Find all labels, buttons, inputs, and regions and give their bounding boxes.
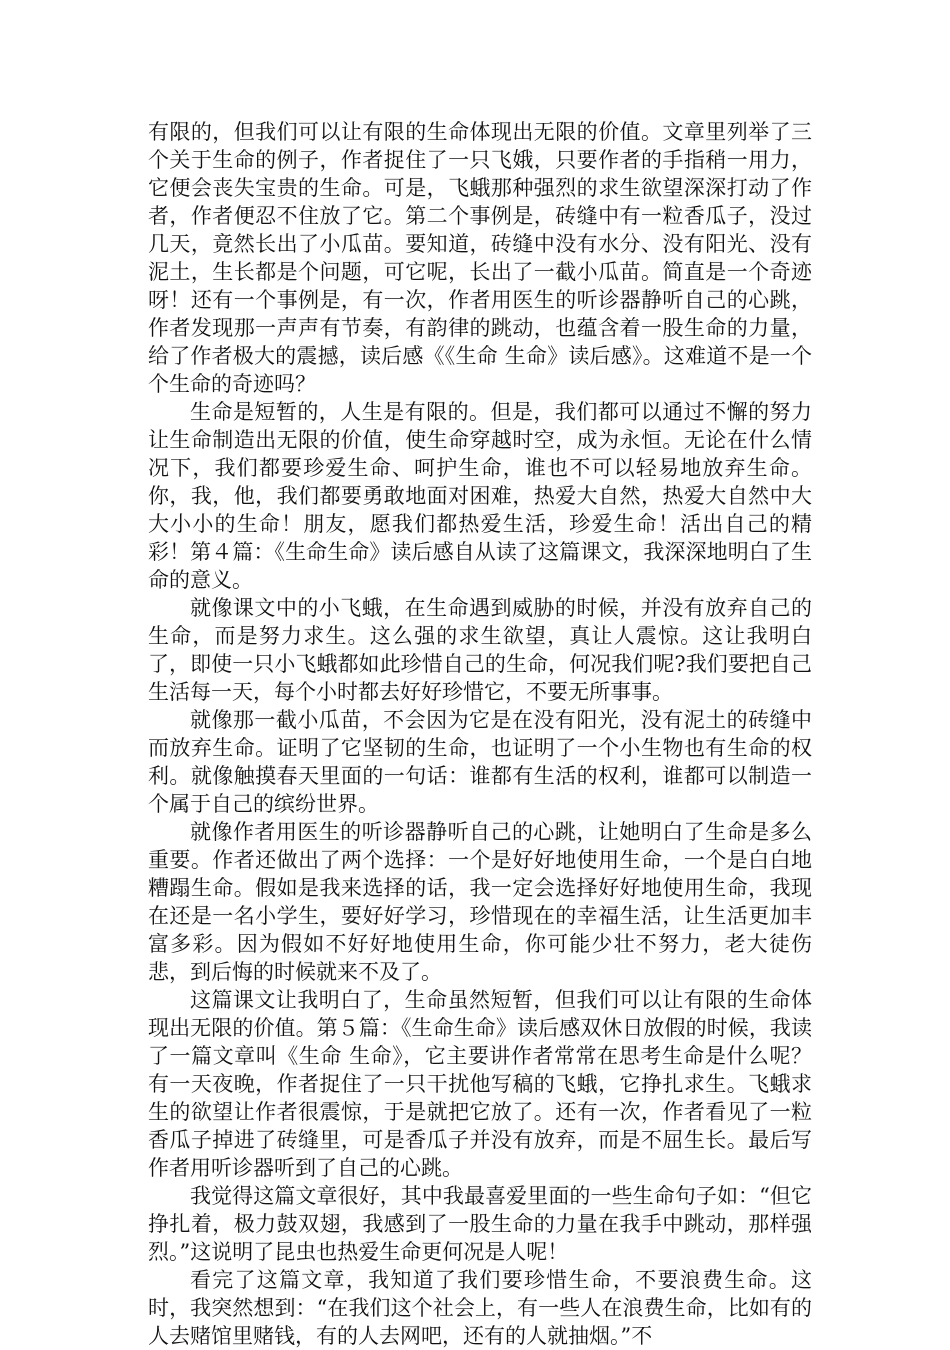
paragraph-4: 就像那一截小瓜苗，不会因为它是在没有阳光，没有泥土的砖缝中而放弃生命。证明了它坚韧的生命，也证明了一个小生物也有生命的权利。就像触摸春天里面的一句话：谁都有生活的权利，谁都可以制造一个属于自己的缤纷世界。 [148, 708, 812, 816]
paragraph-3: 就像课文中的小飞蛾，在生命遇到威胁的时候，并没有放弃自己的生命，而是努力求生。这么强的求生欲望，真让人震惊。这让我明白了，即使一只小飞蛾都如此珍惜自己的生命，何况我们呢?我们要把自己生活每一天，每个小时都去好好珍惜它，不要无所事事。 [148, 596, 812, 704]
paragraph-5: 就像作者用医生的听诊器静听自己的心跳，让她明白了生命是多么重要。作者还做出了两个选择：一个是好好地使用生命，一个是白白地糟蹋生命。假如是我来选择的话，我一定会选择好好地使用生命，我现在还是一名小学生，要好好学习，珍惜现在的幸福生活，让生活更加丰富多彩。因为假如不好好地使用生命，你可能少壮不努力，老大徒伤悲，到后悔的时候就来不及了。 [148, 820, 812, 984]
paragraph-2: 生命是短暂的，人生是有限的。但是，我们都可以通过不懈的努力让生命制造出无限的价值，使生命穿越时空，成为永恒。无论在什么情况下，我们都要珍爱生命、呵护生命，谁也不可以轻易地放弃生命。你，我，他，我们都要勇敢地面对困难，热爱大自然，热爱大自然中大大小小的生命！朋友，愿我们都热爱生活，珍爱生命！活出自己的精彩！第４篇：《生命生命》读后感自从读了这篇课文，我深深地明白了生命的意义。 [148, 400, 812, 592]
paragraph-1: 有限的，但我们可以让有限的生命体现出无限的价值。文章里列举了三个关于生命的例子，作者捉住了一只飞娥，只要作者的手指稍一用力，它便会丧失宝贵的生命。可是，飞蛾那种强烈的求生欲望深深打动了作者，作者便忍不住放了它。第二个事例是，砖缝中有一粒香瓜子，没过几天，竟然长出了小瓜苗。要知道，砖缝中没有水分、没有阳光、没有泥土，生长都是个问题，可它呢，长出了一截小瓜苗。简直是一个奇迹呀！还有一个事例是，有一次，作者用医生的听诊器静听自己的心跳，作者发现那一声声有节奏，有韵律的跳动，也蕴含着一股生命的力量，给了作者极大的震撼，读后感《《生命 生命》读后感》。这难道不是一个个生命的奇迹吗？ [148, 120, 812, 396]
body-text [148, 118, 812, 1350]
paragraph-8: 看完了这篇文章，我知道了我们要珍惜生命，不要浪费生命。这时，我突然想到：“在我们这个社会上，有一些人在浪费生命，比如有的人去赌馆里赌钱，有的人去网吧，还有的人就抽烟。”不 [148, 1268, 812, 1348]
paragraph-7: 我觉得这篇文章很好，其中我最喜爱里面的一些生命句子如：“但它挣扎着，极力鼓双翅，我感到了一股生命的力量在我手中跳动，那样强烈。”这说明了昆虫也热爱生命更何况是人呢！ [148, 1184, 812, 1264]
paragraph-6: 这篇课文让我明白了，生命虽然短暂，但我们可以让有限的生命体现出无限的价值。第５篇：《生命生命》读后感双休日放假的时候，我读了一篇文章叫《生命 生命》，它主要讲作者常常在思考生命是什么呢？有一天夜晚，作者捉住了一只干扰他写稿的飞蛾，它挣扎求生。飞蛾求生的欲望让作者很震惊，于是就把它放了。还有一次，作者看见了一粒香瓜子掉进了砖缝里，可是香瓜子并没有放弃，而是不屈生长。最后写作者用听诊器听到了自己的心跳。 [148, 988, 812, 1180]
